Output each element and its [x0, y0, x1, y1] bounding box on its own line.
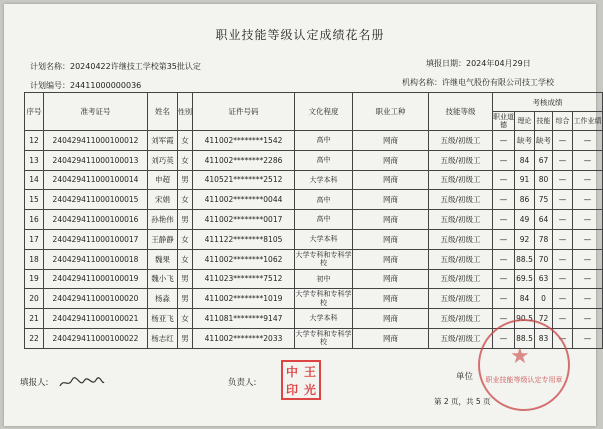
cell-level: 五级/初级工: [429, 309, 493, 329]
cell-performance: —: [573, 170, 603, 190]
cell-comprehensive: —: [553, 210, 573, 230]
cell-moral: —: [493, 150, 515, 170]
cell-gender: 女: [178, 150, 193, 170]
header-level: 技能等级: [429, 93, 493, 131]
cell-comprehensive: —: [553, 229, 573, 249]
cell-id: 411081********9147: [193, 309, 295, 329]
cell-moral: —: [493, 309, 515, 329]
header-occupation: 职业工种: [353, 93, 429, 131]
cell-comprehensive: —: [553, 190, 573, 210]
cell-education: 高中: [295, 131, 353, 151]
cell-seq: 22: [25, 328, 44, 348]
cell-level: 五级/初级工: [429, 269, 493, 289]
cell-seq: 12: [25, 131, 44, 151]
cell-occupation: 网商: [353, 328, 429, 348]
cell-moral: —: [493, 229, 515, 249]
cell-name: 刘军霞: [148, 131, 178, 151]
cell-occupation: 网商: [353, 289, 429, 309]
table-row: [25, 269, 603, 289]
cell-education: 大学专科和专科学校: [295, 329, 352, 347]
cell-seq: 21: [25, 309, 44, 329]
cell-gender: 男: [178, 289, 193, 309]
cell-exam-no: 240429411000100015: [44, 190, 148, 210]
cell-skill: 63: [535, 269, 553, 289]
cell-skill: 83: [535, 328, 553, 348]
cell-exam-no: 240429411000100018: [44, 249, 148, 269]
table-row: [25, 289, 603, 309]
cell-occupation: 网商: [353, 190, 429, 210]
cell-skill: 78: [535, 229, 553, 249]
cell-comprehensive: —: [553, 170, 573, 190]
cell-education: 高中: [295, 150, 353, 170]
organization-name: 机构名称：许继电气股份有限公司技工学校: [402, 78, 554, 87]
cell-theory: 84: [515, 289, 535, 309]
cell-education: 大学本科: [295, 229, 353, 249]
cell-skill: 70: [535, 249, 553, 269]
header-education: 文化程度: [295, 93, 353, 131]
cell-id: 411122********8105: [193, 229, 295, 249]
handwritten-signature: [58, 376, 106, 390]
cell-theory: 86: [515, 190, 535, 210]
cell-moral: —: [493, 210, 515, 230]
cell-seq: 14: [25, 170, 44, 190]
cell-theory: 90.5: [515, 309, 535, 329]
cell-education: 高中: [295, 210, 353, 230]
cell-gender: 男: [178, 269, 193, 289]
cell-name: 王静静: [148, 229, 178, 249]
cell-theory: 缺考: [515, 131, 535, 151]
cell-name: 宋娟: [148, 190, 178, 210]
table-row: [25, 150, 603, 170]
header-theory: 理论: [515, 112, 535, 131]
cell-gender: 女: [178, 309, 193, 329]
document-title: 职业技能等级认定成绩花名册: [215, 28, 385, 42]
cell-exam-no: 240429411000100013: [44, 150, 148, 170]
cell-name: 魏小飞: [148, 269, 178, 289]
cell-performance: —: [573, 131, 603, 151]
cell-comprehensive: —: [553, 150, 573, 170]
cell-level: 五级/初级工: [429, 131, 493, 151]
cell-exam-no: 240429411000100020: [44, 289, 148, 309]
cell-education: 大学本科: [295, 170, 353, 190]
cell-gender: 女: [178, 249, 193, 269]
cell-skill: 0: [535, 289, 553, 309]
cell-skill: 75: [535, 190, 553, 210]
cell-exam-no: 240429411000100022: [44, 328, 148, 348]
cell-theory: 91: [515, 170, 535, 190]
cell-comprehensive: —: [553, 289, 573, 309]
cell-id: 411002********1542: [193, 131, 295, 151]
stamp-char: 光: [303, 382, 316, 397]
header-seq: 序号: [25, 93, 44, 131]
page-indicator: 第 2 页，共 5 页: [434, 397, 491, 406]
cell-occupation: 网商: [353, 210, 429, 230]
cell-level: 五级/初级工: [429, 289, 493, 309]
cell-level: 五级/初级工: [429, 210, 493, 230]
stamp-char: 王: [303, 364, 316, 379]
cell-exam-no: 240429411000100016: [44, 210, 148, 230]
cell-name: 杨亚飞: [148, 309, 178, 329]
cell-performance: —: [573, 210, 603, 230]
cell-education: 大学本科: [295, 309, 353, 329]
cell-seq: 16: [25, 210, 44, 230]
filler-label: 填报人:: [20, 378, 49, 388]
header-skill: 技能: [535, 112, 553, 131]
cell-theory: 84: [515, 150, 535, 170]
cell-seq: 13: [25, 150, 44, 170]
cell-gender: 男: [178, 328, 193, 348]
header-moral: 职业道德: [493, 113, 514, 129]
cell-occupation: 网商: [353, 249, 429, 269]
table-row: [25, 131, 603, 151]
cell-name: 孙艳伟: [148, 210, 178, 230]
cell-gender: 女: [178, 229, 193, 249]
responsible-label: 负责人:: [228, 378, 257, 388]
header-name: 姓名: [148, 93, 178, 131]
cell-exam-no: 240429411000100012: [44, 131, 148, 151]
cell-seq: 20: [25, 289, 44, 309]
cell-skill: 缺考: [535, 131, 553, 151]
cell-id: 411002********1019: [193, 289, 295, 309]
cell-occupation: 网商: [353, 269, 429, 289]
cell-exam-no: 240429411000100021: [44, 309, 148, 329]
cell-gender: 女: [178, 131, 193, 151]
cell-performance: —: [573, 229, 603, 249]
cell-name: 杨淼: [148, 289, 178, 309]
table-row: [25, 229, 603, 249]
seal-text: 职业技能等级认定专用章: [485, 376, 563, 384]
cell-comprehensive: —: [553, 309, 573, 329]
cell-skill: 64: [535, 210, 553, 230]
cell-theory: 92: [515, 229, 535, 249]
cell-moral: —: [493, 190, 515, 210]
header-scores: 考核成绩: [493, 93, 603, 112]
cell-education: 初中: [295, 269, 353, 289]
cell-theory: 88.5: [515, 249, 535, 269]
cell-gender: 男: [178, 210, 193, 230]
score-table: [24, 92, 603, 349]
cell-level: 五级/初级工: [429, 249, 493, 269]
cell-level: 五级/初级工: [429, 150, 493, 170]
cell-theory: 69.5: [515, 269, 535, 289]
personal-name-stamp: [281, 360, 321, 400]
unit-label: 单位: [456, 372, 474, 382]
fill-date: 填报日期：2024年04月29日: [426, 59, 531, 68]
table-row: [25, 190, 603, 210]
cell-skill: 67: [535, 150, 553, 170]
cell-comprehensive: —: [553, 328, 573, 348]
cell-name: 杨志红: [148, 328, 178, 348]
roster-sheet: [4, 4, 602, 426]
header-performance: 工作业绩: [573, 112, 603, 131]
cell-theory: 49: [515, 210, 535, 230]
cell-moral: —: [493, 289, 515, 309]
cell-comprehensive: —: [553, 249, 573, 269]
cell-moral: —: [493, 328, 515, 348]
header-exam-no: 准考证号: [44, 93, 148, 131]
cell-level: 五级/初级工: [429, 170, 493, 190]
cell-exam-no: 240429411000100014: [44, 170, 148, 190]
cell-id: 411023********7512: [193, 269, 295, 289]
cell-id: 411002********1062: [193, 249, 295, 269]
cell-exam-no: 240429411000100017: [44, 229, 148, 249]
table-row: [25, 249, 603, 269]
header-id-no: 证件号码: [193, 93, 295, 131]
cell-performance: —: [573, 328, 603, 348]
cell-exam-no: 240429411000100019: [44, 269, 148, 289]
cell-occupation: 网商: [353, 170, 429, 190]
cell-performance: —: [573, 269, 603, 289]
cell-gender: 女: [178, 190, 193, 210]
cell-seq: 18: [25, 249, 44, 269]
cell-id: 411002********0044: [193, 190, 295, 210]
cell-performance: —: [573, 150, 603, 170]
cell-level: 五级/初级工: [429, 190, 493, 210]
cell-id: 411002********2286: [193, 150, 295, 170]
cell-seq: 17: [25, 229, 44, 249]
plan-name: 计划名称：20240422许继技工学校第35批认定: [30, 62, 201, 71]
cell-id: 411002********2033: [193, 328, 295, 348]
cell-moral: —: [493, 249, 515, 269]
cell-name: 刘巧英: [148, 150, 178, 170]
seal-star-icon: ★: [510, 344, 530, 369]
cell-education: 大学专科和专科学校: [295, 290, 352, 307]
cell-id: 410521********2512: [193, 170, 295, 190]
cell-seq: 15: [25, 190, 44, 210]
cell-performance: —: [573, 249, 603, 269]
header-comprehensive: 综合: [553, 112, 573, 131]
cell-occupation: 网商: [353, 309, 429, 329]
cell-level: 五级/初级工: [429, 229, 493, 249]
cell-level: 五级/初级工: [429, 328, 493, 348]
cell-performance: —: [573, 190, 603, 210]
table-row: [25, 170, 603, 190]
cell-moral: —: [493, 131, 515, 151]
cell-name: 申超: [148, 170, 178, 190]
cell-performance: —: [573, 309, 603, 329]
cell-occupation: 网商: [353, 229, 429, 249]
cell-theory: 88.5: [515, 328, 535, 348]
cell-comprehensive: —: [553, 131, 573, 151]
cell-education: 大学专科和专科学校: [295, 250, 352, 268]
plan-number: 计划编号：24411000000036: [30, 81, 142, 90]
table-row: [25, 210, 603, 230]
stamp-char: 中: [285, 364, 298, 379]
cell-moral: —: [493, 170, 515, 190]
cell-gender: 男: [178, 170, 193, 190]
cell-moral: —: [493, 269, 515, 289]
cell-comprehensive: —: [553, 269, 573, 289]
cell-occupation: 网商: [353, 131, 429, 151]
cell-skill: 80: [535, 170, 553, 190]
cell-name: 魏果: [148, 249, 178, 269]
cell-id: 411002********0017: [193, 210, 295, 230]
cell-skill: 72: [535, 309, 553, 329]
stamp-char: 印: [285, 382, 298, 397]
cell-seq: 19: [25, 269, 44, 289]
cell-occupation: 网商: [353, 150, 429, 170]
header-gender: 性别: [178, 93, 193, 131]
cell-performance: —: [573, 289, 603, 309]
cell-education: 高中: [295, 190, 353, 210]
